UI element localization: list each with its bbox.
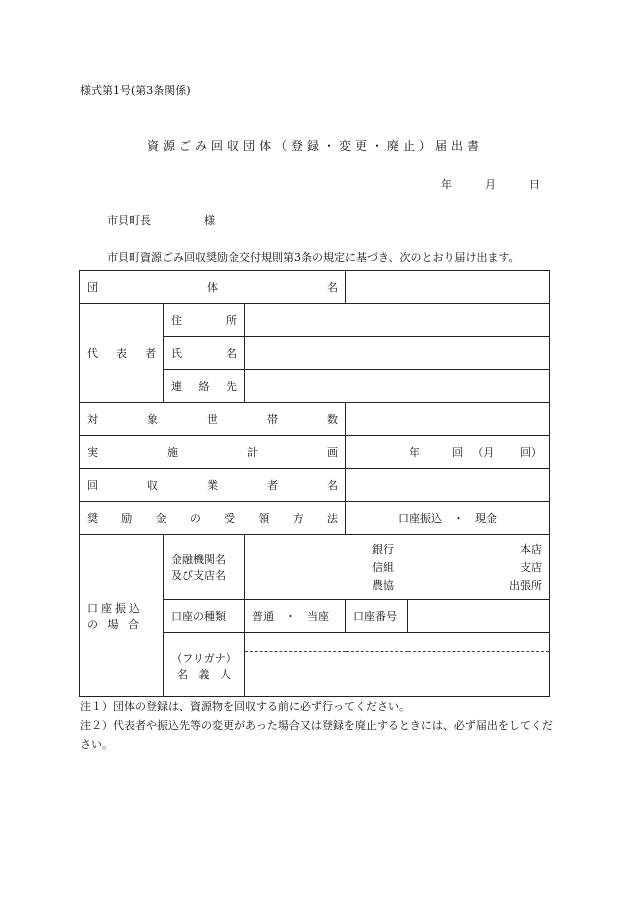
label-account-type: 口座の種類 [164, 600, 245, 633]
label-account-number: 口座番号 [346, 600, 408, 633]
field-person-name[interactable] [245, 337, 550, 370]
label-households: 対 象 世 帯 数 [80, 403, 346, 436]
field-group-name[interactable] [346, 271, 550, 304]
field-address[interactable] [245, 304, 550, 337]
date-month: 月 [485, 178, 496, 191]
addressee [107, 212, 215, 228]
field-payment-method[interactable]: 口座振込 ・ 現金 [346, 502, 550, 535]
label-bank-case: 口座振込 の 場 合 [80, 535, 164, 697]
document-title: 資源ごみ回収団体（登録・変更・廃止）届出書 [146, 139, 483, 153]
note-2: 注２）代表者や振込先等の変更があった場合又は登録を廃止するときには、必ず届出をしてください。 [80, 719, 553, 751]
row-group-name [80, 271, 550, 304]
note-1: 注１）団体の登録は、資源物を回収する前に必ず行ってください。 [80, 700, 410, 713]
addressee-honorific: 様 [204, 214, 215, 227]
field-account-type[interactable]: 普通 ・ 当座 [245, 600, 346, 633]
date-line [441, 176, 540, 192]
label-representative: 代 表 者 [80, 304, 164, 403]
row-plan [80, 436, 550, 469]
row-collector [80, 469, 550, 502]
label-collector: 回 収 業 者 名 [80, 469, 346, 502]
row-households [80, 403, 550, 436]
field-households[interactable] [346, 403, 550, 436]
field-collector[interactable] [346, 469, 550, 502]
field-account-number[interactable] [408, 600, 550, 633]
label-address: 住 所 [164, 304, 245, 337]
form-number: 様式第1号(第3条関係) [80, 84, 191, 97]
date-day: 日 [529, 178, 540, 191]
row-payment-method [80, 502, 550, 535]
label-bank-name: 金融機関名 及び支店名 [164, 535, 245, 600]
intro-text: 市貝町資源ごみ回収奨励金交付規則第3条の規定に基づき、次のとおり届け出ます。 [107, 251, 520, 264]
label-plan: 実 施 計 画 [80, 436, 346, 469]
field-plan[interactable]: 年 回 （月 回） [346, 436, 550, 469]
application-table [79, 270, 550, 697]
field-contact[interactable] [245, 370, 550, 403]
label-group-name: 団 体 名 [80, 271, 346, 304]
row-bank-name [80, 535, 550, 600]
label-holder: （フリガナ） 名 義 人 [164, 633, 245, 697]
label-payment-method: 奨 励 金 の 受 領 方 法 [80, 502, 346, 535]
field-holder-name[interactable] [245, 652, 550, 697]
label-contact: 連 絡 先 [164, 370, 245, 403]
row-address [80, 304, 550, 337]
field-furigana[interactable] [245, 633, 550, 652]
addressee-name: 市貝町長 [107, 214, 151, 227]
label-person-name: 氏 名 [164, 337, 245, 370]
notes [80, 697, 554, 754]
date-year: 年 [441, 178, 452, 191]
field-bank-name[interactable]: 銀行 本店 信組 支店 農協 出張所 [245, 535, 550, 600]
